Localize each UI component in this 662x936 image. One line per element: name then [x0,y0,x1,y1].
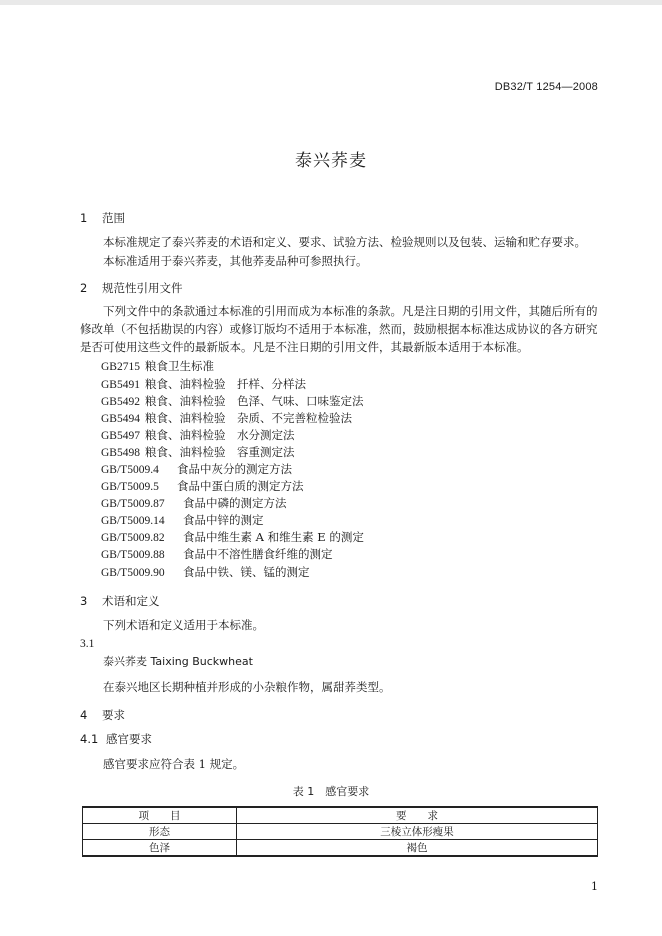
reference-item [101,495,287,511]
reference-item [101,564,310,580]
section-number: 3 [80,594,88,608]
scope-paragraph-1: 本标准规定了泰兴荞麦的术语和定义、要求、试验方法、检验规则以及包装、运输和贮存要求。 [103,235,586,249]
reference-title: 粮食、油料检验 水分测定法 [145,428,295,442]
table-cell: 三棱立体形瘦果 [237,824,598,840]
document-title: 泰兴荞麦 [295,151,367,171]
section-title: 范围 [102,211,125,225]
scan-edge [0,0,662,5]
reference-code: GB5497 [101,430,140,442]
reference-item [101,512,264,528]
reference-item [101,461,292,477]
term-name: 泰兴荞麦 Taixing Buckwheat [103,655,253,668]
reference-title: 粮食卫生标准 [145,359,214,373]
reference-title: 粮食、油料检验 容重测定法 [145,445,295,459]
reference-item [101,427,295,443]
reference-title: 食品中锌的测定 [183,513,264,527]
section-1-heading [80,210,125,226]
table-header-requirement: 要 求 [237,807,598,824]
reference-title: 食品中磷的测定方法 [183,496,287,510]
terms-intro: 下列术语和定义适用于本标准。 [103,618,264,632]
normative-intro-line-1: 下列文件中的条款通过本标准的引用而成为本标准的条款。凡是注日期的引用文件，其随后所有的 [103,304,598,318]
reference-code: GB/T5009.87 [101,498,165,510]
reference-item [101,410,352,426]
reference-code: GB/T5009.5 [101,481,159,493]
subsection-4-1-heading [80,731,152,747]
reference-title: 粮食、油料检验 杂质、不完善粒检验法 [145,411,352,425]
section-2-heading [80,280,183,296]
section-3-heading [80,593,160,609]
requirement-paragraph: 感官要求应符合表 1 规定。 [103,757,245,771]
normative-intro-line-2: 修改单（不包括勘误的内容）或修订版均不适用于本标准，然而，鼓励根据本标准达成协议的各方研究 [80,322,598,336]
normative-intro-line-3: 是否可使用这些文件的最新版本。凡是不注日期的引用文件，其最新版本适用于本标准。 [80,340,529,354]
section-title: 术语和定义 [102,594,160,608]
table-row [83,824,598,840]
reference-code: GB5494 [101,413,140,425]
subsection-3-1-number: 3.1 [80,638,95,650]
reference-title: 食品中不溶性膳食纤维的测定 [183,547,333,561]
sensory-requirements-table [82,806,598,857]
section-title: 规范性引用文件 [102,281,183,295]
reference-item [101,376,306,392]
reference-item [101,478,304,494]
table-cell: 褐色 [237,840,598,857]
document-code: DB32/T 1254—2008 [494,81,598,93]
page-number: 1 [591,880,598,893]
term-definition: 在泰兴地区长期种植并形成的小杂粮作物，属甜荞类型。 [103,680,391,694]
reference-code: GB2715 [101,361,140,373]
reference-code: GB5491 [101,379,140,391]
reference-code: GB5498 [101,447,140,459]
table-caption: 表 1 感官要求 [292,785,370,798]
section-number: 1 [80,211,88,225]
scope-paragraph-2: 本标准适用于泰兴荞麦，其他荞麦品种可参照执行。 [103,254,368,268]
reference-title: 食品中蛋白质的测定方法 [177,479,304,493]
section-number: 2 [80,281,88,295]
reference-code: GB/T5009.90 [101,567,165,579]
section-number: 4 [80,708,88,722]
subsection-title: 感官要求 [106,732,152,746]
section-title: 要求 [102,708,125,722]
reference-code: GB/T5009.82 [101,532,165,544]
reference-item [101,393,364,409]
table-cell: 形态 [83,824,237,840]
reference-item [101,358,214,374]
reference-item [101,546,333,562]
section-4-heading [80,707,125,723]
reference-code: GB5492 [101,396,140,408]
reference-item [101,529,364,545]
reference-code: GB/T5009.4 [101,464,159,476]
table-cell: 色泽 [83,840,237,857]
table-header-item: 项 目 [83,807,237,824]
reference-title: 食品中维生素 A 和维生素 E 的测定 [183,530,364,544]
reference-title: 食品中灰分的测定方法 [177,462,292,476]
reference-code: GB/T5009.88 [101,549,165,561]
reference-item [101,444,295,460]
reference-title: 粮食、油料检验 色泽、气味、口味鉴定法 [145,394,364,408]
table-header-row [83,807,598,824]
subsection-number: 4.1 [80,732,99,746]
reference-title: 粮食、油料检验 扦样、分样法 [145,377,306,391]
reference-code: GB/T5009.14 [101,515,165,527]
reference-title: 食品中铁、镁、锰的测定 [183,565,310,579]
table-row [83,840,598,857]
